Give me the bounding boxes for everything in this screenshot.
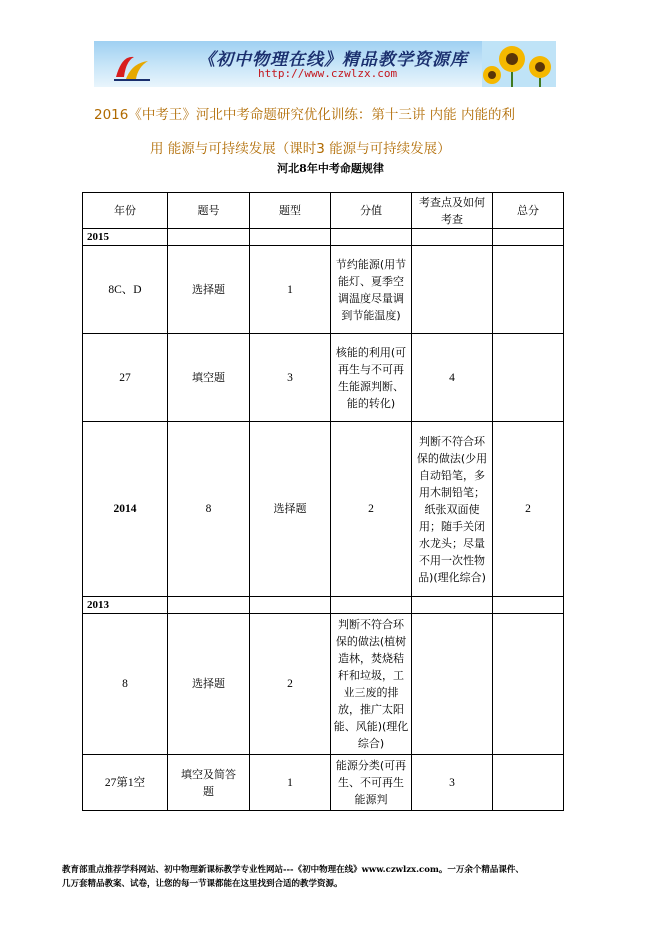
test-point: 能源分类(可再生、不可再生能源判 — [331, 755, 412, 811]
header-year: 年份 — [83, 193, 168, 229]
site-logo-icon — [112, 51, 152, 83]
document-title-line2: 用 能源与可持续发展（课时3 能源与可持续发展） — [150, 141, 451, 157]
table-caption: 河北8年中考命题规律 — [277, 162, 384, 175]
score: 2 — [331, 422, 412, 597]
header-total: 总分 — [493, 193, 564, 229]
sunflower-icon — [482, 41, 556, 87]
table-row — [83, 334, 564, 422]
test-point: 判断不符合环保的做法(植树造林，焚烧秸秆和垃圾，工业三废的排放，推广太阳能、风能)(理化综合) — [331, 614, 412, 755]
question-type: 填空题 — [168, 334, 250, 422]
year-2014: 2014 — [83, 422, 168, 597]
score: 3 — [250, 334, 331, 422]
header-question-type: 题型 — [250, 193, 331, 229]
page-footer — [62, 863, 622, 891]
table-row — [83, 755, 564, 811]
header-score: 分值 — [331, 193, 412, 229]
banner-url[interactable]: http://www.czwlzx.com — [258, 67, 398, 80]
header-question-number: 题号 — [168, 193, 250, 229]
document-title-line1: 2016《中考王》河北中考命题研究优化训练：第十三讲 内能 内能的利 — [94, 107, 515, 123]
total-score: 2 — [493, 422, 564, 597]
question-number: 27 — [83, 334, 168, 422]
table-row — [83, 246, 564, 334]
table-row — [83, 614, 564, 755]
test-point: 节约能源(用节能灯、夏季空调温度尽量调到节能温度) — [331, 246, 412, 334]
table-row — [83, 229, 564, 246]
question-type: 选择题 — [168, 246, 250, 334]
total-score: 4 — [412, 334, 493, 422]
test-point: 核能的利用(可再生与不可再生能源判断、能的转化) — [331, 334, 412, 422]
footer-line2: 几万套精品教案、试卷，让您的每一节课都能在这里找到合适的教学资源。 — [62, 879, 343, 889]
document-title — [94, 98, 574, 166]
site-banner — [94, 41, 556, 87]
header-test-point: 考查点及如何考查 — [412, 193, 493, 229]
total-score: 3 — [412, 755, 493, 811]
footer-line1: 教育部重点推荐学科网站、初中物理新课标教学专业性网站---《初中物理在线》www.czwlzx.com。一万余个精品课件、 — [62, 865, 524, 875]
table-row — [83, 597, 564, 614]
question-number: 8C、D — [83, 246, 168, 334]
question-number: 8 — [168, 422, 250, 597]
question-type: 选择题 — [168, 614, 250, 755]
exam-rules-table — [82, 192, 564, 811]
question-number: 8 — [83, 614, 168, 755]
score: 1 — [250, 246, 331, 334]
score: 1 — [250, 755, 331, 811]
banner-title: 《初中物理在线》精品教学资源库 — [198, 50, 468, 70]
question-type: 选择题 — [250, 422, 331, 597]
table-header-row — [83, 193, 564, 229]
test-point: 判断不符合环保的做法(少用自动铅笔，多用木制铅笔；纸张双面使用；随手关闭水龙头；尽量不用一次性物品)(理化综合) — [412, 422, 493, 597]
year-2013: 2013 — [83, 597, 168, 614]
question-number: 27第1空 — [83, 755, 168, 811]
question-type: 填空及简答题 — [168, 755, 250, 811]
year-2015: 2015 — [83, 229, 168, 246]
table-row — [83, 422, 564, 597]
score: 2 — [250, 614, 331, 755]
